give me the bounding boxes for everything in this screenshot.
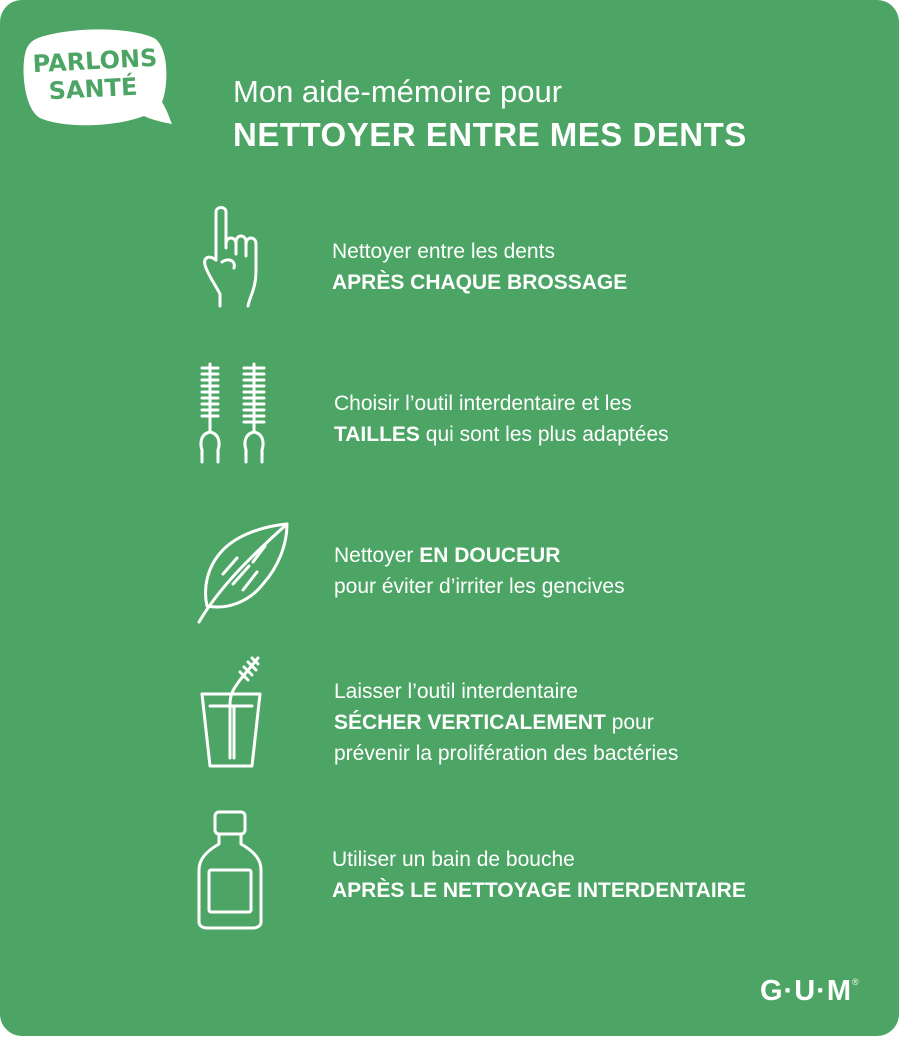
- mouthwash-bottle-icon: [195, 808, 265, 932]
- feather-icon: [193, 518, 293, 626]
- tip-1-line-1: Nettoyer entre les dents: [332, 240, 555, 263]
- tip-2-line-2-bold: TAILLES: [334, 423, 420, 446]
- gum-logo-text: G·U·M: [760, 975, 852, 1007]
- tip-3-line-1-pre: Nettoyer: [334, 544, 420, 567]
- tip-4-line-2-bold: SÉCHER VERTICALEMENT: [334, 711, 606, 734]
- badge-line-1: PARLONS: [32, 43, 158, 79]
- tip-2-line-2-rest: qui sont les plus adaptées: [419, 423, 669, 446]
- tip-5-text: [332, 844, 746, 906]
- tip-1-text: [332, 236, 627, 298]
- page-subtitle: Mon aide-mémoire pour: [233, 74, 563, 109]
- interdental-brushes-icon: [192, 360, 276, 464]
- tip-4-line-2-rest: pour: [605, 711, 654, 734]
- page-title: NETTOYER ENTRE MES DENTS: [233, 116, 747, 153]
- finger-up-icon: [198, 202, 272, 310]
- tip-4-text: [334, 676, 678, 769]
- cup-with-brush-icon: [196, 654, 266, 772]
- badge-line-2: SANTÉ: [47, 72, 139, 106]
- tip-4-line-1: Laisser l’outil interdentaire: [334, 680, 578, 703]
- registered-mark: ®: [851, 977, 860, 987]
- gum-logo: [760, 975, 860, 1008]
- tip-5-line-1: Utiliser un bain de bouche: [332, 848, 575, 871]
- tip-2-line-1: Choisir l’outil interdentaire et les: [334, 392, 632, 415]
- tip-1-line-2-bold: APRÈS CHAQUE BROSSAGE: [332, 271, 628, 294]
- tip-3-line-2: pour éviter d’irriter les gencives: [334, 575, 625, 598]
- parlons-sante-badge: [22, 28, 172, 130]
- tip-3-text: [334, 540, 625, 602]
- tip-3-line-1-bold: EN DOUCEUR: [419, 544, 561, 567]
- tip-4-line-3: prévenir la prolifération des bactéries: [334, 742, 679, 765]
- tip-2-text: [334, 388, 669, 450]
- tip-5-line-2-bold: APRÈS LE NETTOYAGE INTERDENTAIRE: [332, 879, 746, 902]
